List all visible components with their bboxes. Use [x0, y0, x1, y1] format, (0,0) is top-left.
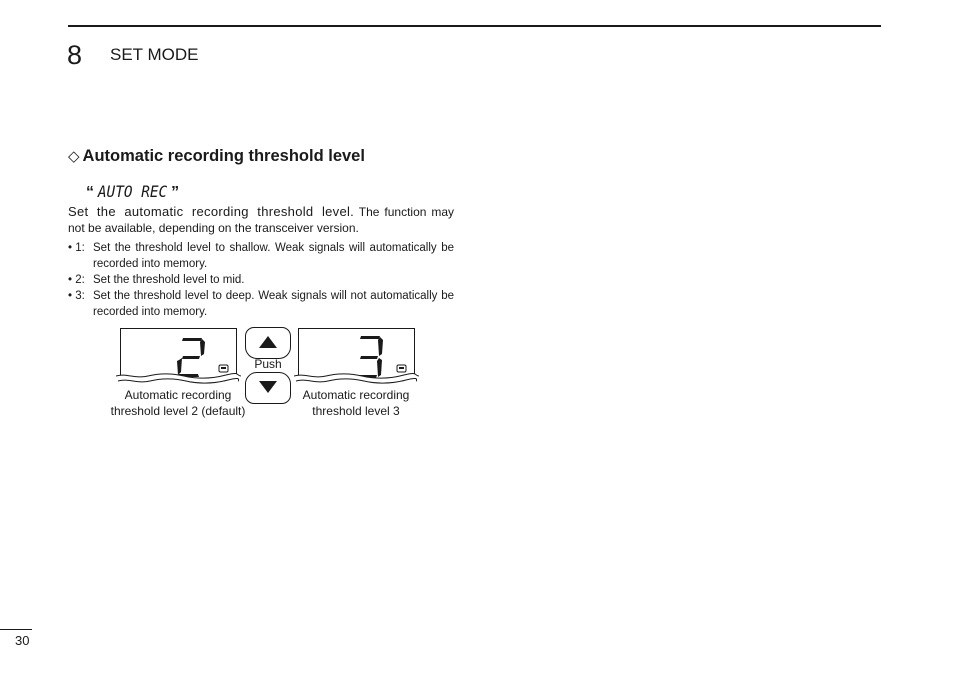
- chapter-title: SET MODE: [110, 45, 199, 64]
- caption-line: Automatic recording: [124, 388, 232, 402]
- close-quote: ”: [171, 184, 180, 201]
- section-heading: [68, 146, 365, 167]
- push-label: Push: [254, 357, 282, 371]
- up-triangle-icon: [246, 328, 290, 358]
- open-quote: “: [86, 184, 94, 201]
- option-text: Set the threshold level to mid.: [93, 274, 245, 286]
- right-display-torn-edge: [294, 372, 419, 388]
- section-title: Automatic recording threshold level: [82, 147, 365, 165]
- caption-line: threshold level 2 (default): [110, 404, 246, 418]
- diamond-bullet-icon: ◇: [68, 148, 80, 165]
- option-marker: • 3:: [68, 290, 85, 302]
- option-marker: • 1:: [68, 242, 85, 254]
- page-number: 30: [15, 633, 30, 648]
- list-item: [68, 288, 454, 320]
- option-marker: • 2:: [68, 274, 85, 286]
- intro-rest: The function may not be available, depending on the transceiver version.: [68, 205, 454, 235]
- caption-line: threshold level 3: [312, 404, 400, 418]
- caption-line: Automatic recording: [302, 388, 410, 402]
- up-button[interactable]: [245, 327, 291, 359]
- lcd-label: [86, 182, 179, 203]
- left-display-torn-edge: [116, 372, 241, 388]
- intro-paragraph: [68, 204, 454, 236]
- left-display-caption: [100, 387, 256, 419]
- option-text: Set the threshold level to deep. Weak signals will not automatically be recorded into memory.: [93, 290, 454, 318]
- option-text: Set the threshold level to shallow. Weak signals will automatically be recorded into memory.: [93, 242, 454, 270]
- memory-recording-icon: [397, 365, 406, 372]
- chapter-number: 8: [67, 40, 83, 70]
- intro-lead: Set the automatic recording threshold level.: [68, 204, 355, 219]
- memory-recording-icon: [219, 365, 228, 372]
- list-item: [68, 272, 454, 288]
- list-item: [68, 240, 454, 272]
- option-list: [68, 240, 454, 320]
- lcd-label-text: AUTO REC: [97, 182, 168, 201]
- right-display-caption: [286, 387, 426, 419]
- header-rule: [68, 25, 881, 27]
- footer-rule: [0, 629, 32, 630]
